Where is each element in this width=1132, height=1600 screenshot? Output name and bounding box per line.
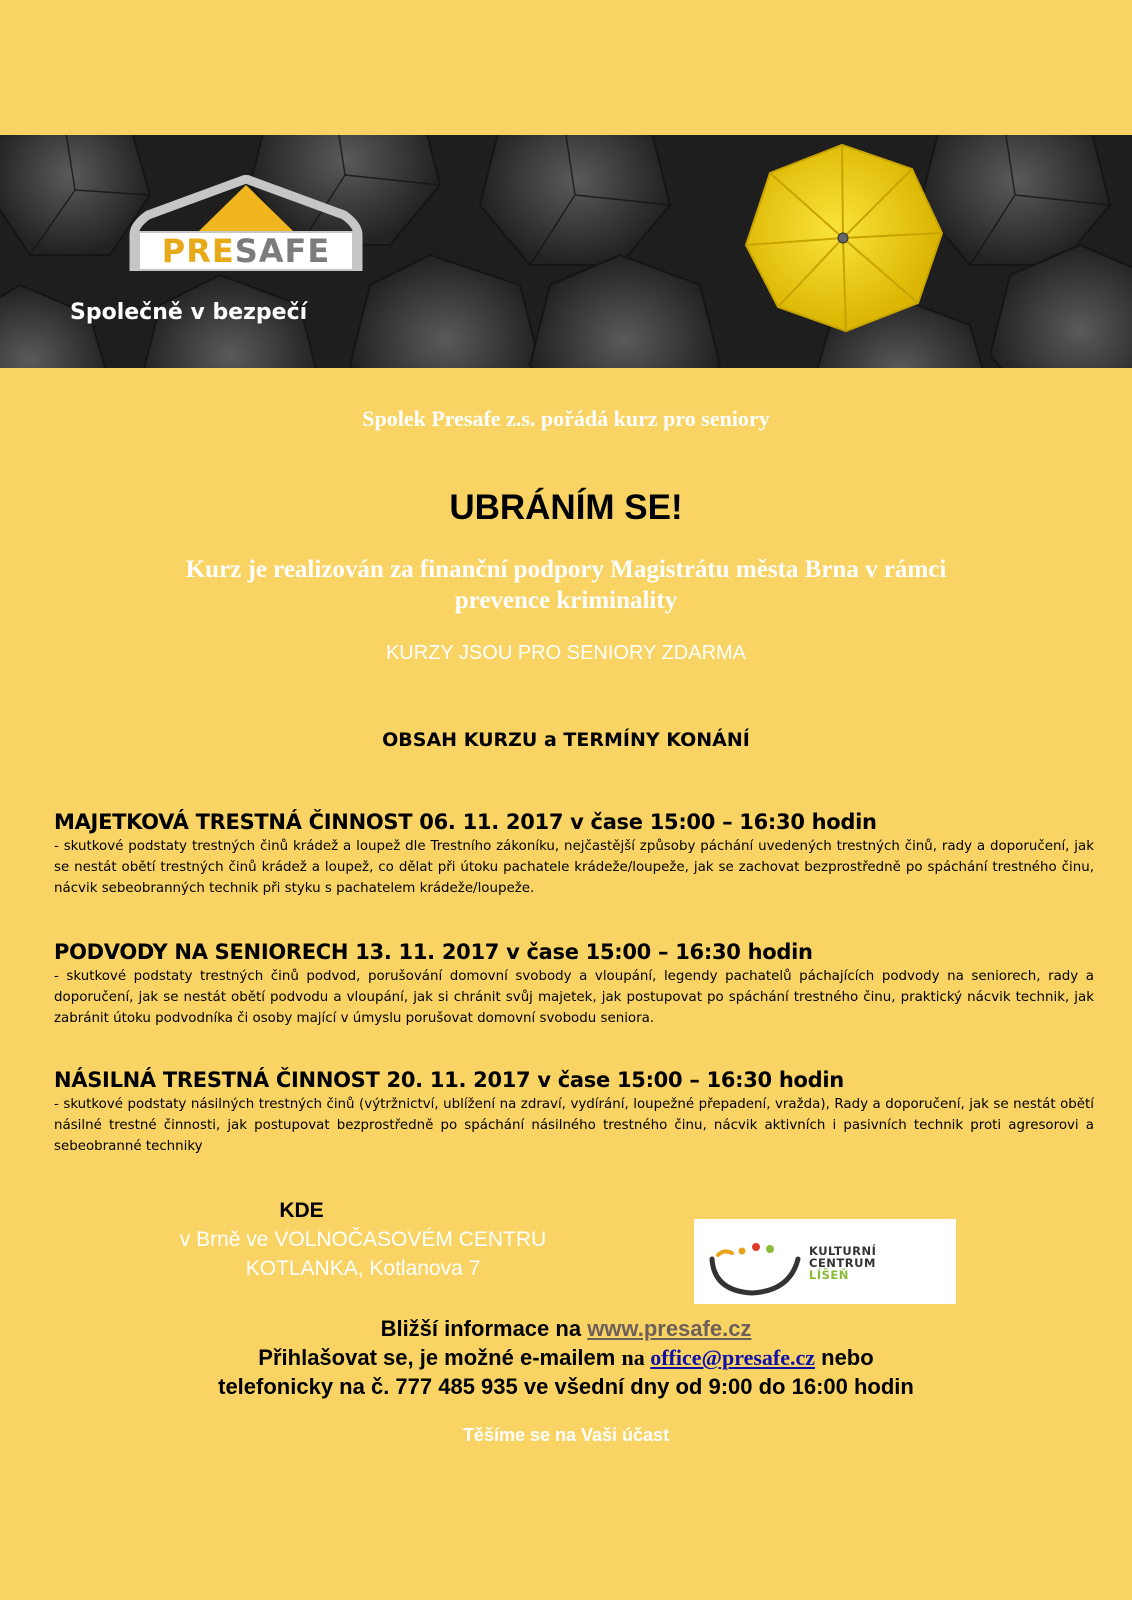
location-block <box>118 1196 608 1283</box>
signup-line <box>0 1343 1132 1372</box>
section-description: - skutkové podstaty trestných činů krádež a loupež dle Trestního zákoníku, nejčastější způsoby páchání uvedených trestných činů, rady a doporučení, jak se nestát obětí trestných činů krádež a loupež, co dělat při útoku pachatele krádeže/loupeže, jak se zachovat bezprostředně po spáchání trestného činu, nácvik sebeobranných technik při styku s pachatelem krádeže/loupeže. <box>54 839 1094 896</box>
support-line-2: prevence kriminality <box>454 587 678 614</box>
signup-na: na <box>621 1345 651 1370</box>
section-title: NÁSILNÁ TRESTNÁ ČINNOST 20. 11. 2017 v čase 15:00 – 16:30 hodin <box>54 1068 844 1092</box>
section-title: PODVODY NA SENIORECH 13. 11. 2017 v čase 15:00 – 16:30 hodin <box>54 940 813 964</box>
headline: UBRÁNÍM SE! <box>449 488 683 527</box>
closing-text: Těšíme se na Vaši účast <box>462 1425 670 1445</box>
support-line-1: Kurz je realizován za finanční podpory Magistrátu města Brna v rámci <box>185 556 947 583</box>
partner-logo-line-2: CENTRUM <box>809 1256 876 1270</box>
location-line-2: KOTLANKA, Kotlanova 7 <box>245 1257 481 1280</box>
free-note: KURZY JSOU PRO SENIORY ZDARMA <box>385 642 747 664</box>
logo-safe: SAFE <box>234 232 331 270</box>
location-line-1: v Brně ve VOLNOČASOVÉM CENTRU <box>179 1228 547 1251</box>
intro-text: Spolek Presafe z.s. pořádá kurz pro seniory <box>362 406 770 431</box>
support-text <box>0 554 1132 616</box>
phone-line: telefonicky na č. 777 485 935 ve všední dny od 9:00 do 16:00 hodin <box>218 1374 914 1399</box>
signup-prefix: Přihlašovat se, je možné e-mailem <box>258 1345 622 1370</box>
contact-block <box>0 1314 1132 1401</box>
course-section-property-crime <box>54 808 1094 899</box>
contents-heading: OBSAH KURZU a TERMÍNY KONÁNÍ <box>382 729 750 751</box>
course-section-fraud <box>54 938 1094 1029</box>
logo-pre: PRE <box>161 232 235 270</box>
website-link[interactable]: www.presafe.cz <box>587 1316 752 1341</box>
section-title: MAJETKOVÁ TRESTNÁ ČINNOST 06. 11. 2017 v čase 15:00 – 16:30 hodin <box>54 810 877 834</box>
kulturni-centrum-logo <box>694 1219 956 1304</box>
partner-logo-line-1: KULTURNÍ <box>809 1244 877 1258</box>
info-line <box>0 1314 1132 1343</box>
email-link[interactable]: office@presafe.cz <box>650 1345 816 1370</box>
presafe-logo-text <box>138 231 354 271</box>
presafe-logo <box>128 175 364 277</box>
tagline: Společně v bezpečí <box>70 300 308 325</box>
info-prefix: Bližší informace na <box>380 1316 588 1341</box>
section-description: - skutkové podstaty násilných trestných činů (výtržnictví, ublížení na zdraví, vydírání, loupežné přepadení, vražda), Rady a doporučení, jak se nestát obětí násilné trestné činnosti, jak postupovat bezprostředně po spáchání násilného trestného činu, nácvik aktivních i pasivních technik proti agresorovi a sebeobranné techniky <box>54 1097 1094 1154</box>
location-title: KDE <box>279 1199 324 1222</box>
course-section-violent-crime <box>54 1066 1094 1157</box>
section-description: - skutkové podstaty trestných činů podvod, porušování domovní svobody a vloupání, legendy pachatelů páchajících podvody na seniorech, rady a doporučení, jak se nestát obětí podvodu a vloupání, jak si chránit svůj majetek, jak postupovat po spáchání trestného činu, praktický nácvik technik, jak zabránit útoku podvodníka či osoby mající v úmyslu porušovat domovní svobodu seniora. <box>54 969 1094 1026</box>
signup-suffix: nebo <box>815 1345 874 1370</box>
partner-logo-line-3: LÍŠEŇ <box>809 1268 849 1282</box>
partner-logo-text <box>809 1245 876 1281</box>
